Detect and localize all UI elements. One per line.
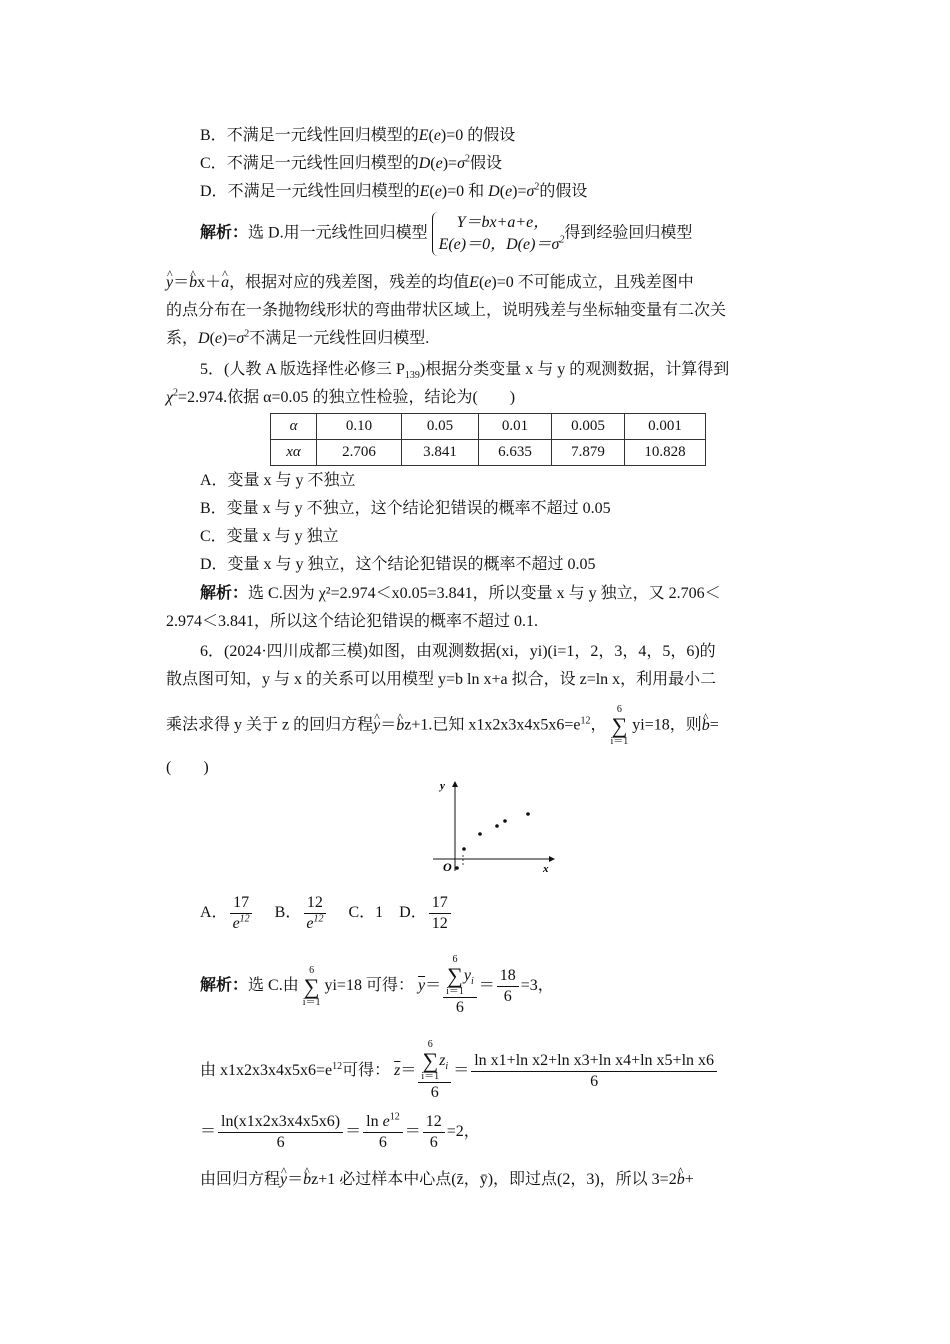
q4-solution-line4: 系，$D(e)=\sigma^2$不满足一元线性回归模型. [166, 328, 430, 347]
data-point [495, 824, 499, 828]
q6-solution-line1: 解析：选 C.由 6 ∑ i＝1 yi=18 可得： $\overline{y}=$ 6 ∑ i＝1 $y_i$ 6 ＝ $\frac{18}{6}$ =3， [200, 954, 554, 1016]
x-axis-arrow [549, 856, 555, 862]
critical-value-table [270, 413, 706, 466]
q5-option-a: A．变量 x 与 y 不独立 [200, 472, 356, 489]
q5-solution-line1: 解析：选 C.因为 χ²=2.974＜x0.05=3.841，所以变量 x 与 y 独立，又 2.706＜ [200, 585, 721, 602]
q6-stem-line1: 6．(2024·四川成都三模)如图，由观测数据(xi，yi)(i=1，2，3，4，5，6)的 [200, 643, 716, 660]
data-point [478, 832, 482, 836]
q4-solution-line3: 的点分布在一条抛物线形状的弯曲带状区域上，说明残差与坐标轴变量有二次关 [166, 302, 727, 319]
q6-solution-line3: ＝ $\frac{\ln(x1x2x3x4x5x6)}{6}$ ＝ $\frac{\ln e^{12}}{6}$ ＝ $\frac{12}{6}$ =2， [200, 1111, 480, 1151]
table-row: α 0.10 0.05 0.01 0.005 0.001 [271, 414, 706, 440]
q5-stem-line1: 5．(人教 A 版选择性必修三 $P_{139}$)根据分类变量 x 与 y 的观测数据，计算得到 [200, 361, 730, 382]
y-axis-arrow [452, 781, 458, 787]
q5-option-d: D．变量 x 与 y 独立，这个结论犯错误的概率不超过 0.05 [200, 556, 596, 573]
scatter-plot [425, 775, 565, 880]
q6-solution-line2: 由 $x1x2x3x4x5x6=e^{12}$可得： $\overline{z}=$ 6 ∑ i＝1 $z_i$ 6 ＝ $\frac{\text{ln x1+ln x2+ln x3+ln x4+ln x5+ln x6}}{6}$ [200, 1040, 719, 1103]
q5-option-b: B．变量 x 与 y 不独立，这个结论犯错误的概率不超过 0.05 [200, 500, 611, 517]
q5-stem-line2: $\chi^2=2.974$.依据 α=0.05 的独立性检验，结论为( ) [166, 387, 516, 406]
q4-option-b: B．不满足一元线性回归模型的E(e)=0 的假设 [200, 127, 516, 144]
q5-solution-line2: 2.974＜3.841，所以这个结论犯错误的概率不超过 0.1. [166, 613, 539, 630]
q4-option-d: D．不满足一元线性回归模型的E(e)=0 和 $D(e)=\sigma^2$的假设 [200, 181, 588, 200]
equation-system: Y＝bx+a+e， E(e)＝0，$D(e)=\sigma^2$ [432, 212, 565, 256]
origin-label: O [443, 860, 452, 874]
summation-symbol: 6 ∑ i＝1 [610, 704, 629, 747]
data-point [455, 866, 459, 870]
q6-solution-line4: 由回归方程^ y＝^ bz+1 必过样本中心点(z̄，ȳ)，即过点(2，3)，所以 3=2^ b+ [200, 1170, 694, 1190]
y-axis-label: y [440, 780, 445, 792]
x-axis-label: x [543, 863, 549, 875]
table-row: xα 2.706 3.841 6.635 7.879 10.828 [271, 440, 706, 466]
q6-stem-line2: 散点图可知，y 与 x 的关系可以用模型 y=b ln x+a 拟合，设 z=ln x，利用最小二 [166, 671, 717, 688]
data-point [462, 847, 466, 851]
data-point [526, 812, 530, 816]
q6-answer-paren: ( ) [166, 759, 209, 776]
q6-stem-line3: 乘法求得 y 关于 z 的回归方程^ y＝^ bz+1.已知 $x1x2x3x4x5x6=e^{12}$， 6 ∑ i＝1 yi=18，则^ b= [166, 705, 719, 747]
q6-options: A． $\frac{17}{e^{12}}$ B． $\frac{12}{e^{12}}$ C．1 D． $\frac{17}{12}$ [200, 891, 453, 935]
q4-solution-line1: 解析：选 D.用一元线性回归模型 Y＝bx+a+e， E(e)＝0，$D(e)=\sigma^2$ 得到经验回归模型 [200, 212, 692, 256]
data-point [503, 819, 507, 823]
q5-option-c: C．变量 x 与 y 独立 [200, 528, 339, 545]
q4-option-c: C．不满足一元线性回归模型的$D(e)=\sigma^2$假设 [200, 153, 502, 172]
q4-solution-line2: ^ y＝^ bx＋^ a，根据对应的残差图，残差的均值E(e)=0 不可能成立，且残差图中 [166, 273, 694, 293]
